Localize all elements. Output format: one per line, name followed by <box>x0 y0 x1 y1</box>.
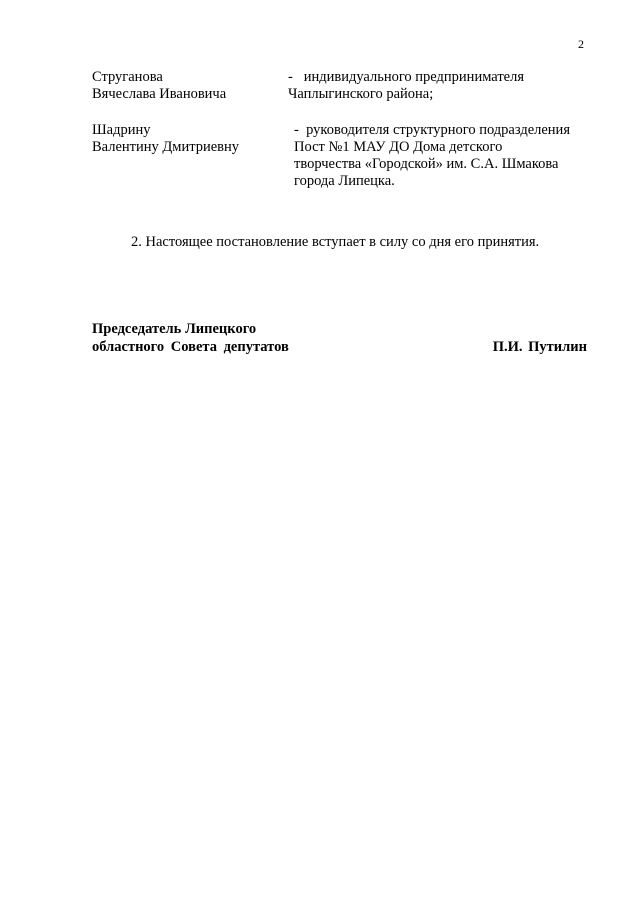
role-line: - руководителя структурного подразделения <box>294 122 570 138</box>
appointee-surname: Струганова <box>92 69 163 85</box>
appointee-given-names: Вячеслава Ивановича <box>92 86 227 102</box>
appointee-role <box>294 122 604 190</box>
signatory-name: П.И. Путилин <box>492 339 587 355</box>
appointee-given-names: Валентину Дмитриевну <box>92 139 240 155</box>
signatory-title-line-2: областного Совета депутатов <box>92 339 289 355</box>
role-line: города Липецка. <box>294 173 395 189</box>
role-line: Пост №1 МАУ ДО Дома детского <box>294 139 503 155</box>
appointee-name <box>92 122 282 156</box>
effective-date-paragraph: 2. Настоящее постановление вступает в силу со дня его принятия. <box>131 234 540 250</box>
appointee-name <box>92 69 282 103</box>
page-number: 2 <box>578 37 584 51</box>
appointee-surname: Шадрину <box>92 122 151 138</box>
role-line: творчества «Городской» им. С.А. Шмакова <box>294 156 559 172</box>
appointee-role <box>288 69 598 103</box>
signature-block <box>92 320 587 356</box>
role-line: Чаплыгинского района; <box>288 86 434 102</box>
role-line: - индивидуального предпринимателя <box>288 69 525 85</box>
signatory-title-line-1: Председатель Липецкого <box>92 321 257 337</box>
